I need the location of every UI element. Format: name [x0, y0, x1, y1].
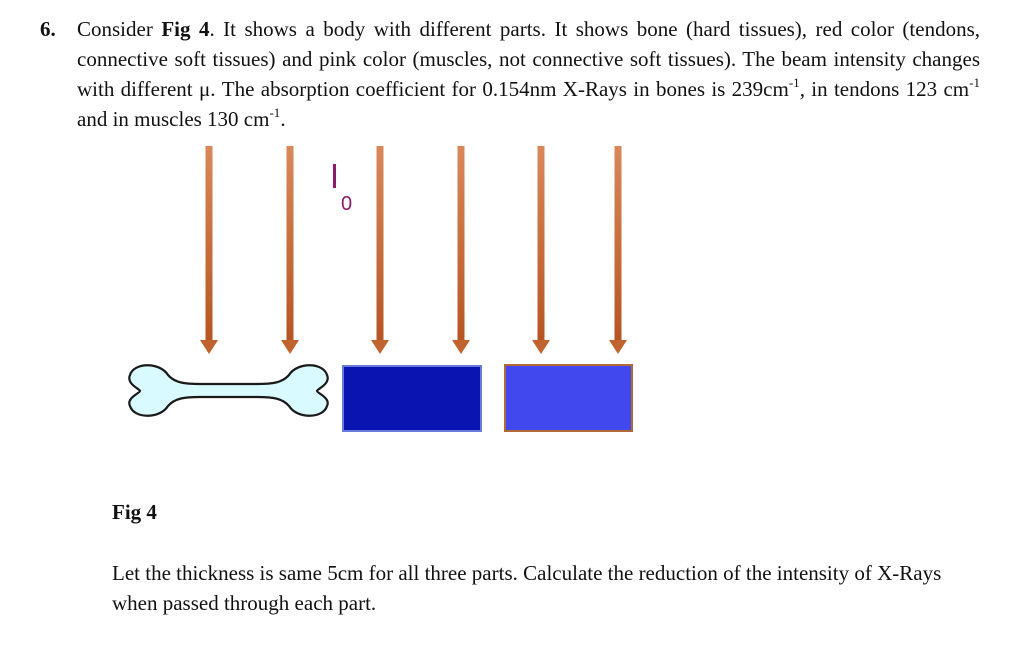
question-muscle: and in muscles 130 cm	[77, 107, 270, 131]
bone-shape	[129, 365, 327, 416]
xray-arrow	[281, 146, 299, 354]
question-number: 6.	[40, 17, 56, 41]
unit-exponent-bone: -1	[788, 75, 800, 90]
xray-arrow	[609, 146, 627, 354]
beam-intensity-label	[333, 162, 353, 215]
question-tendon: , in tendons 123 cm	[799, 77, 970, 101]
beam-label-subscript: 0	[341, 193, 353, 215]
question-text	[77, 14, 980, 134]
unit-exponent-muscle: -1	[269, 105, 281, 120]
xray-arrow	[452, 146, 470, 354]
tendon-block	[343, 366, 481, 431]
xray-arrow	[532, 146, 550, 354]
question-main: . It shows a body with different parts. It shows bone (hard tissues), red color (tendons, connective soft tissues) and pink color (muscles, not connective soft tissues). The beam intensity changes with different μ. The absorption coefficient for 0.154nm X-Rays in bones is 239cm	[77, 17, 980, 101]
unit-exponent-tendon: -1	[969, 75, 980, 90]
xray-arrow	[371, 146, 389, 354]
xray-arrow	[200, 146, 218, 354]
figure-reference: Fig 4	[161, 17, 210, 41]
question-lead: Consider	[77, 17, 162, 41]
task-text: Let the thickness is same 5cm for all three parts. Calculate the reduction of the intensity of X-Rays when passed through each part.	[112, 561, 942, 615]
question-block	[40, 14, 980, 134]
question-end: .	[280, 107, 286, 131]
muscle-block	[505, 365, 632, 431]
figure-caption: Fig 4	[112, 500, 157, 524]
beam-label-bar	[333, 164, 336, 188]
